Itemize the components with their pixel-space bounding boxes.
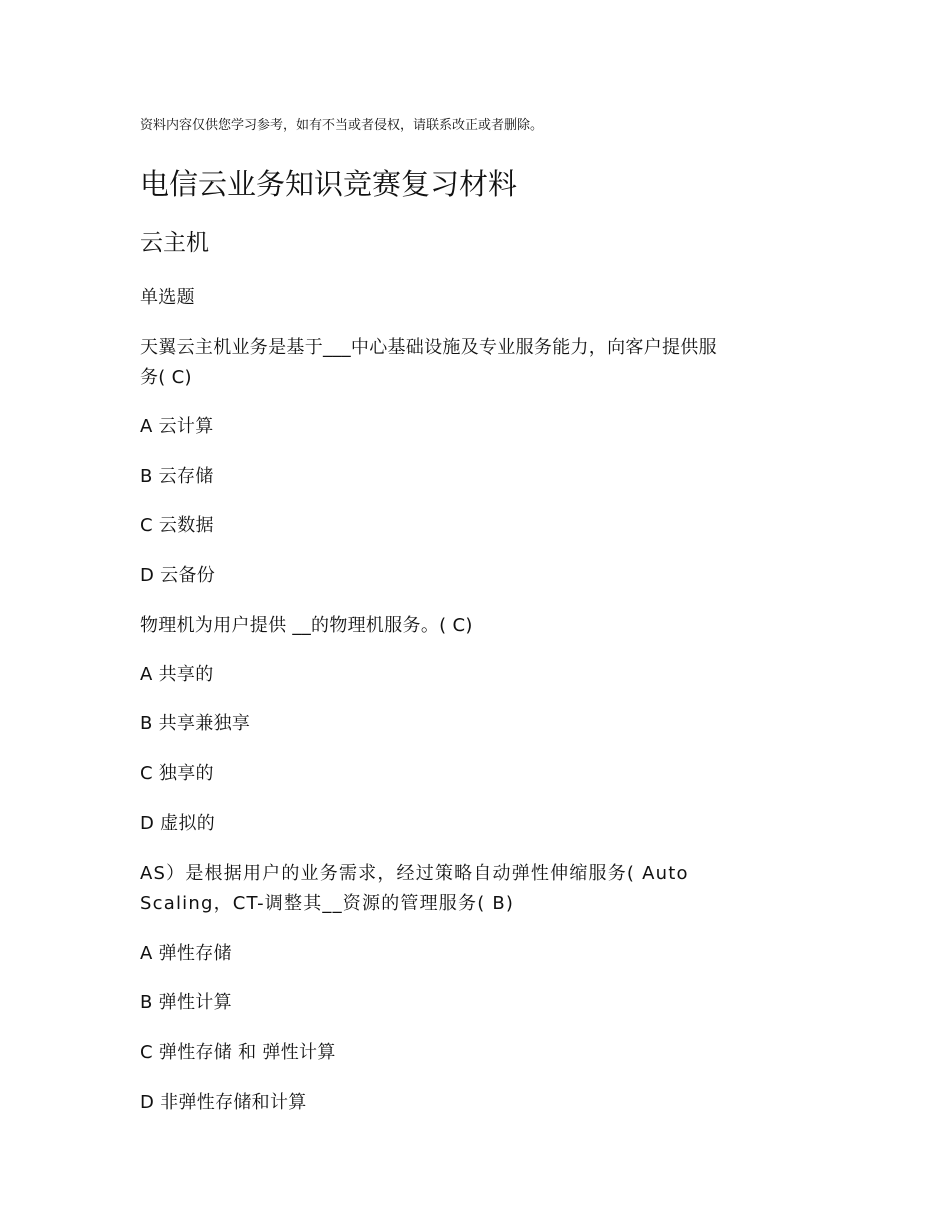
question-3-stem-line1: AS）是根据用户的业务需求，经过策略自动弹性伸缩服务( Auto [140,863,689,884]
question-2-option-c: C 独享的 [140,763,214,784]
question-2-option-a: A 共享的 [140,664,214,685]
question-3-stem-line2: Scaling，CT-调整其__资源的管理服务( B) [140,893,515,914]
question-1-option-d: D 云备份 [140,565,216,586]
document-title: 电信云业务知识竞赛复习材料 [140,167,518,201]
question-3-option-c: C 弹性存储 和 弹性计算 [140,1042,336,1063]
disclaimer-text: 资料内容仅供您学习参考，如有不当或者侵权，请联系改正或者删除。 [140,118,544,133]
question-1-stem-line1: 天翼云主机业务是基于___中心基础设施及专业服务能力，向客户提供服 [140,337,717,358]
question-3-option-a: A 弹性存储 [140,943,232,964]
question-1-option-a: A 云计算 [140,416,214,437]
question-2-option-b: B 共享兼独享 [140,713,251,734]
question-type-label: 单选题 [140,287,195,308]
question-2-stem: 物理机为用户提供 __的物理机服务。( C) [140,615,473,636]
question-1-option-c: C 云数据 [140,515,214,536]
question-1-stem-line2: 务( C) [140,367,192,388]
question-1-option-b: B 云存储 [140,466,214,487]
question-3-option-b: B 弹性计算 [140,992,232,1013]
question-2-option-d: D 虚拟的 [140,813,216,834]
section-heading: 云主机 [140,230,209,256]
question-3-option-d: D 非弹性存储和计算 [140,1092,307,1113]
